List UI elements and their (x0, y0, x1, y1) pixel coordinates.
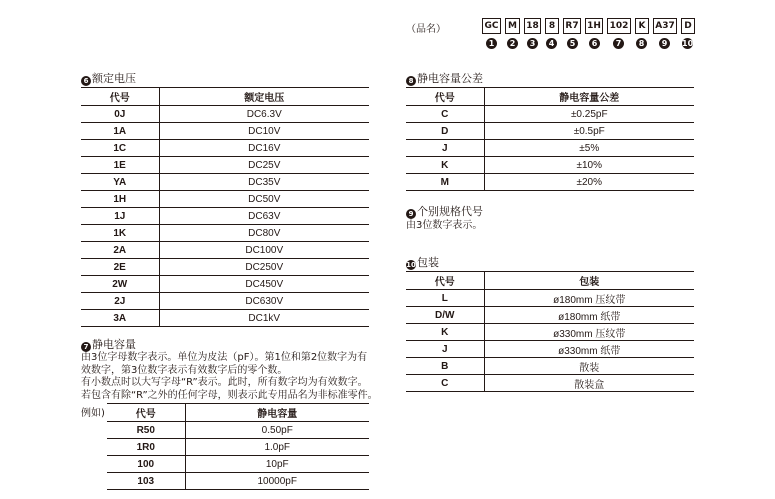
code-cell: 2E (81, 259, 159, 276)
table-row (406, 140, 694, 157)
value-cell: 0.50pF (185, 422, 369, 439)
value-cell: DC450V (159, 276, 369, 293)
table-row (81, 106, 369, 123)
value-cell: DC6.3V (159, 106, 369, 123)
table-row (406, 157, 694, 174)
section-title: 静电容量 (92, 338, 136, 351)
value-cell: DC10V (159, 123, 369, 140)
value-cell: DC50V (159, 191, 369, 208)
tolerance-table (406, 87, 694, 191)
description-line: 若包含有除“R”之外的任何字母，则表示此专用品名为非标准零件。 (81, 389, 378, 401)
table-row (81, 174, 369, 191)
code-cell: 1C (81, 140, 159, 157)
section-title: 额定电压 (92, 72, 136, 85)
code-box: D (681, 18, 695, 34)
table-row (81, 208, 369, 225)
table-row (406, 123, 694, 140)
table-row (107, 422, 369, 439)
section-title: 静电容量公差 (417, 72, 483, 85)
value-cell: ø180mm 纸带 (484, 307, 694, 324)
table-row (406, 358, 694, 375)
rated-voltage-table (81, 87, 369, 327)
capacitance-table (107, 403, 369, 490)
value-cell: DC35V (159, 174, 369, 191)
code-cell: M (406, 174, 484, 191)
value-cell: ±0.25pF (484, 106, 694, 123)
column-header: 代号 (406, 272, 484, 290)
code-cell: D (406, 123, 484, 140)
code-box: K (635, 18, 649, 34)
column-header: 静电容量 (185, 404, 369, 422)
code-box: 18 (524, 18, 541, 34)
value-cell: ±10% (484, 157, 694, 174)
tolerance-heading (406, 72, 483, 86)
table-header-row (406, 88, 694, 106)
capacitance-heading (81, 338, 136, 352)
code-cell: J (406, 341, 484, 358)
individual-spec-description: 由3位数字表示。 (406, 220, 483, 231)
position-number: 8 (636, 38, 647, 49)
table-row (81, 242, 369, 259)
table-row (406, 174, 694, 191)
value-cell: 10pF (185, 456, 369, 473)
section-title: 个别规格代号 (417, 205, 483, 218)
code-cell: 1J (81, 208, 159, 225)
value-cell: DC80V (159, 225, 369, 242)
column-header: 代号 (81, 88, 159, 106)
value-cell: ±0.5pF (484, 123, 694, 140)
section-number-badge: 9 (406, 209, 416, 219)
table-row (81, 123, 369, 140)
value-cell: ø330mm 压纹带 (484, 324, 694, 341)
table-row (406, 290, 694, 307)
description-line: 有小数点时以大写字母“R”表示。此时，所有数字均为有效数字。 (81, 377, 368, 388)
section-number-badge: 10 (406, 261, 416, 269)
value-cell: DC16V (159, 140, 369, 157)
table-row (406, 106, 694, 123)
table-row (81, 293, 369, 310)
table-row (81, 191, 369, 208)
value-cell: 1.0pF (185, 439, 369, 456)
table-row (107, 439, 369, 456)
code-cell: C (406, 375, 484, 392)
packaging-heading (406, 256, 439, 270)
position-number: 5 (567, 38, 578, 49)
value-cell: 10000pF (185, 473, 369, 490)
code-cell: 2W (81, 276, 159, 293)
value-cell: DC63V (159, 208, 369, 225)
position-number: 6 (589, 38, 600, 49)
code-cell: 1K (81, 225, 159, 242)
position-number: 2 (507, 38, 518, 49)
packaging-table (406, 271, 694, 392)
value-cell: ±5% (484, 140, 694, 157)
section-title: 包装 (417, 256, 439, 269)
code-cell: L (406, 290, 484, 307)
table-header-row (406, 272, 694, 290)
table-row (81, 276, 369, 293)
value-cell: DC1kV (159, 310, 369, 327)
part-number-label: （品名） (406, 24, 446, 35)
column-header: 代号 (107, 404, 185, 422)
capacitance-description (81, 352, 378, 402)
code-box: 8 (545, 18, 559, 34)
rated-voltage-heading (81, 72, 136, 86)
position-number: 1 (486, 38, 497, 49)
code-box: M (505, 18, 520, 34)
table-row (81, 259, 369, 276)
code-cell: 1R0 (107, 439, 185, 456)
code-box: 102 (607, 18, 631, 34)
position-number: 9 (659, 38, 670, 49)
value-cell: 散装盒 (484, 375, 694, 392)
code-cell: 3A (81, 310, 159, 327)
section-number-badge: 6 (81, 76, 91, 86)
table-row (406, 375, 694, 392)
table-row (81, 157, 369, 174)
value-cell: ±20% (484, 174, 694, 191)
table-row (406, 324, 694, 341)
code-box: GC (482, 18, 501, 34)
column-header: 静电容量公差 (484, 88, 694, 106)
position-number: 7 (613, 38, 624, 49)
value-cell: DC250V (159, 259, 369, 276)
code-cell: K (406, 324, 484, 341)
code-cell: J (406, 140, 484, 157)
code-cell: 1E (81, 157, 159, 174)
table-header-row (107, 404, 369, 422)
position-number: 4 (546, 38, 557, 49)
code-cell: K (406, 157, 484, 174)
section-number-badge: 7 (81, 342, 91, 352)
table-row (406, 341, 694, 358)
value-cell: 散装 (484, 358, 694, 375)
value-cell: DC25V (159, 157, 369, 174)
value-cell: ø180mm 压纹带 (484, 290, 694, 307)
example-label: 例如) (81, 408, 105, 419)
code-box: R7 (563, 18, 581, 34)
code-box: 1H (585, 18, 603, 34)
code-cell: YA (81, 174, 159, 191)
position-number: 10 (682, 39, 694, 48)
column-header: 包装 (484, 272, 694, 290)
code-cell: 0J (81, 106, 159, 123)
code-cell: 103 (107, 473, 185, 490)
code-cell: 1H (81, 191, 159, 208)
table-row (81, 225, 369, 242)
description-line: 由3位字母数字表示。单位为皮法（pF）。第1位和第2位数字为有 (81, 352, 368, 363)
code-cell: 100 (107, 456, 185, 473)
table-row (107, 456, 369, 473)
value-cell: DC100V (159, 242, 369, 259)
code-cell: D/W (406, 307, 484, 324)
table-row (107, 473, 369, 490)
table-row (406, 307, 694, 324)
code-cell: 2J (81, 293, 159, 310)
description-line: 效数字，第3位数字表示有效数字后的零个数。 (81, 364, 288, 376)
table-row (81, 140, 369, 157)
value-cell: ø330mm 纸带 (484, 341, 694, 358)
code-cell: 1A (81, 123, 159, 140)
code-cell: R50 (107, 422, 185, 439)
table-row (81, 310, 369, 327)
code-cell: 2A (81, 242, 159, 259)
value-cell: DC630V (159, 293, 369, 310)
code-cell: C (406, 106, 484, 123)
code-box: A37 (653, 18, 677, 34)
column-header: 代号 (406, 88, 484, 106)
section-number-badge: 8 (406, 76, 416, 86)
column-header: 额定电压 (159, 88, 369, 106)
code-cell: B (406, 358, 484, 375)
individual-spec-heading (406, 205, 483, 219)
table-header-row (81, 88, 369, 106)
position-number: 3 (527, 38, 538, 49)
